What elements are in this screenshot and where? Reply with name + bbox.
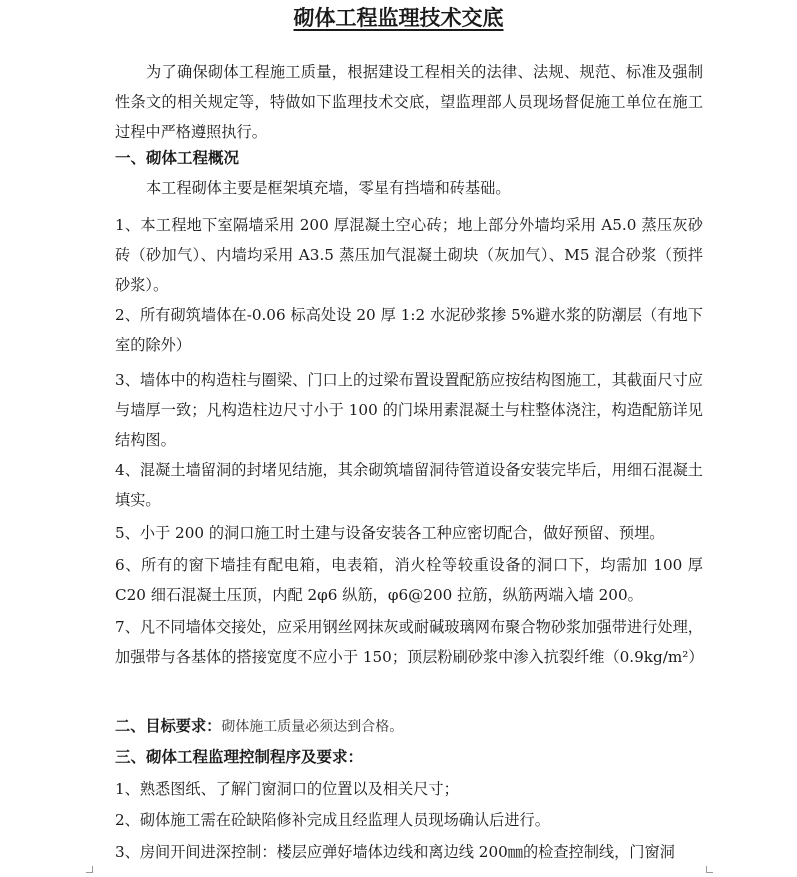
section1-item-2: 2、所有砌筑墙体在-0.06 标高处设 20 厚 1:2 水泥砂浆掺 5%避水浆的防潮层（有地下室的除外） (115, 306, 703, 354)
section1-item-6: 6、所有的窗下墙挂有配电箱，电表箱，消火栓等较重设备的洞口下，均需加 100 厚C20 细石混凝土压顶，内配 2φ6 纵筋，φ6@200 拉筋，纵筋两端入墙 200。 (115, 556, 703, 604)
section2-text: 砌体施工质量必须达到合格。 (221, 719, 404, 735)
section3-item-1: 1、熟悉图纸、了解门窗洞口的位置以及相关尺寸； (115, 780, 459, 798)
section1-item-3: 3、墙体中的构造柱与圈梁、门口上的过梁布置设置配筋应按结构图施工，其截面尺寸应与墙厚一致；凡构造柱边尺寸小于 100 的门垛用素混凝土与柱整体浇注，构造配筋详见结构图。 (115, 371, 703, 449)
section2-paragraph (115, 711, 703, 742)
section3-item-3: 3、房间开间进深控制：楼层应弹好墙体边线和离边线 200㎜的检查控制线，门窗洞 (115, 843, 675, 861)
section1-item-5: 5、小于 200 的洞口施工时土建与设备安装各工种应密切配合，做好预留、预埋。 (115, 524, 665, 542)
page-corner-marker-right (706, 866, 713, 873)
section3-item-2: 2、砌体施工需在砼缺陷修补完成且经监理人员现场确认后进行。 (115, 811, 550, 829)
section1-item-1: 1、本工程地下室隔墙采用 200 厚混凝土空心砖；地上部分外墙均采用 A5.0 蒸压灰砂砖（砂加气）、内墙均采用 A3.5 蒸压加气混凝土砌块（灰加气）、M5 混合砂浆（预拌砂浆）。 (115, 216, 703, 294)
document-title: 砌体工程监理技术交底 (293, 5, 504, 30)
section3-heading: 三、砌体工程监理控制程序及要求： (115, 747, 364, 766)
intro-paragraph: 为了确保砌体工程施工质量，根据建设工程相关的法律、法规、规范、标准及强制性条文的相关规定等，特做如下监理技术交底，望监理部人员现场督促施工单位在施工过程中严格遵照执行。 (115, 63, 703, 141)
section1-item-4: 4、混凝土墙留洞的封堵见结施，其余砌筑墙留洞待管道设备安装完毕后，用细石混凝土填实。 (115, 461, 703, 509)
section2-heading: 二、目标要求： (115, 717, 222, 735)
section1-summary: 本工程砌体主要是框架填充墙，零星有挡墙和砖基础。 (146, 179, 511, 197)
page-corner-marker-left (86, 866, 93, 873)
section1-heading: 一、砌体工程概况 (115, 148, 240, 167)
section1-item-7: 7、凡不同墙体交接处，应采用钢丝网抹灰或耐碱玻璃网布聚合物砂浆加强带进行处理，加强带与各基体的搭接宽度不应小于 150；顶层粉刷砂浆中渗入抗裂纤维（0.9kg/m²） (115, 618, 704, 666)
